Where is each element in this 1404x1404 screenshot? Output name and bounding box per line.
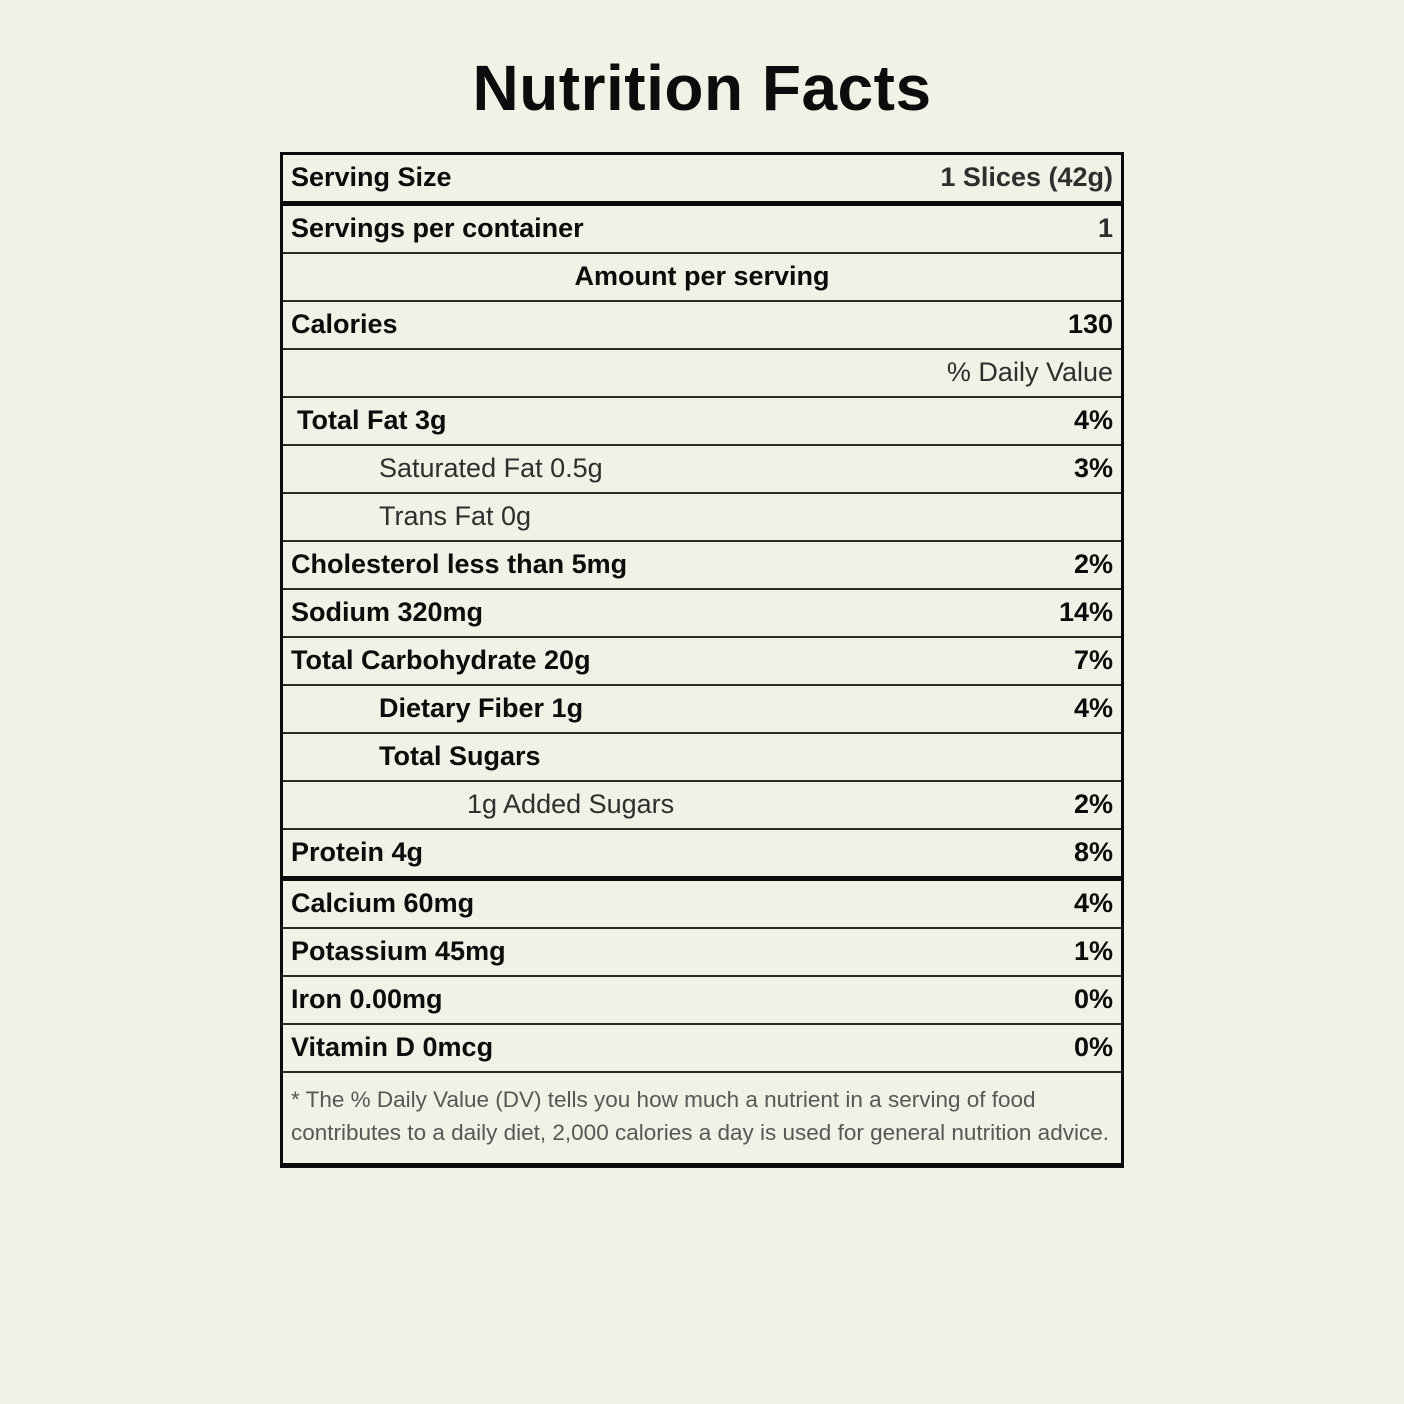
servings-per-container-value: 1 <box>1097 213 1113 244</box>
mineral-name: Iron 0.00mg <box>291 984 443 1015</box>
row-amount-per-serving <box>283 254 1121 302</box>
nutrient-name: Trans Fat 0g <box>379 501 532 532</box>
serving-size-value: 1 Slices (42g) <box>940 162 1113 193</box>
mineral-name: Potassium 45mg <box>291 936 506 967</box>
nutrient-name: 1g Added Sugars <box>467 789 675 820</box>
row-daily-value-header <box>283 350 1121 398</box>
nutrient-daily-value: 4% <box>1073 405 1113 436</box>
nutrient-daily-value: 2% <box>1073 789 1113 820</box>
row-calcium <box>283 881 1121 929</box>
row-potassium <box>283 929 1121 977</box>
nutrient-name: Cholesterol less than 5mg <box>291 549 628 580</box>
nutrient-daily-value: 8% <box>1073 837 1113 868</box>
mineral-daily-value: 0% <box>1073 984 1113 1015</box>
nutrient-name: Dietary Fiber 1g <box>379 693 584 724</box>
nutrient-name: Total Sugars <box>379 741 541 772</box>
row-saturated-fat <box>283 446 1121 494</box>
daily-value-header: % Daily Value <box>946 357 1113 388</box>
row-servings-per-container <box>283 206 1121 254</box>
nutrient-name: Sodium 320mg <box>291 597 484 628</box>
nutrient-name: Protein 4g <box>291 837 424 868</box>
nutrient-name: Total Fat 3g <box>297 405 447 436</box>
amount-per-serving-label: Amount per serving <box>574 261 830 292</box>
row-dietary-fiber <box>283 686 1121 734</box>
row-total-fat <box>283 398 1121 446</box>
mineral-daily-value: 4% <box>1073 888 1113 919</box>
nutrition-label <box>280 152 1124 1169</box>
nutrient-name: Saturated Fat 0.5g <box>379 453 603 484</box>
row-total-carbohydrate <box>283 638 1121 686</box>
serving-size-label: Serving Size <box>291 162 452 193</box>
row-serving-size <box>283 155 1121 206</box>
calories-value: 130 <box>1067 309 1113 340</box>
row-sodium <box>283 590 1121 638</box>
nutrient-daily-value: 7% <box>1073 645 1113 676</box>
row-trans-fat <box>283 494 1121 542</box>
servings-per-container-label: Servings per container <box>291 213 584 244</box>
nutrient-daily-value: 4% <box>1073 693 1113 724</box>
row-added-sugars <box>283 782 1121 830</box>
mineral-daily-value: 0% <box>1073 1032 1113 1063</box>
daily-value-footnote: * The % Daily Value (DV) tells you how much a nutrient in a serving of food contributes to a daily diet, 2,000 calories a day is used for general nutrition advice. <box>291 1086 1109 1145</box>
nutrient-daily-value: 3% <box>1073 453 1113 484</box>
page-title: Nutrition Facts <box>472 52 932 124</box>
nutrient-daily-value: 14% <box>1058 597 1113 628</box>
row-cholesterol <box>283 542 1121 590</box>
row-total-sugars <box>283 734 1121 782</box>
row-calories <box>283 302 1121 350</box>
mineral-name: Calcium 60mg <box>291 888 475 919</box>
row-iron <box>283 977 1121 1025</box>
nutrient-daily-value: 2% <box>1073 549 1113 580</box>
row-vitamin-d <box>283 1025 1121 1073</box>
mineral-name: Vitamin D 0mcg <box>291 1032 494 1063</box>
mineral-daily-value: 1% <box>1073 936 1113 967</box>
nutrient-name: Total Carbohydrate 20g <box>291 645 591 676</box>
row-protein <box>283 830 1121 881</box>
calories-label: Calories <box>291 309 398 340</box>
